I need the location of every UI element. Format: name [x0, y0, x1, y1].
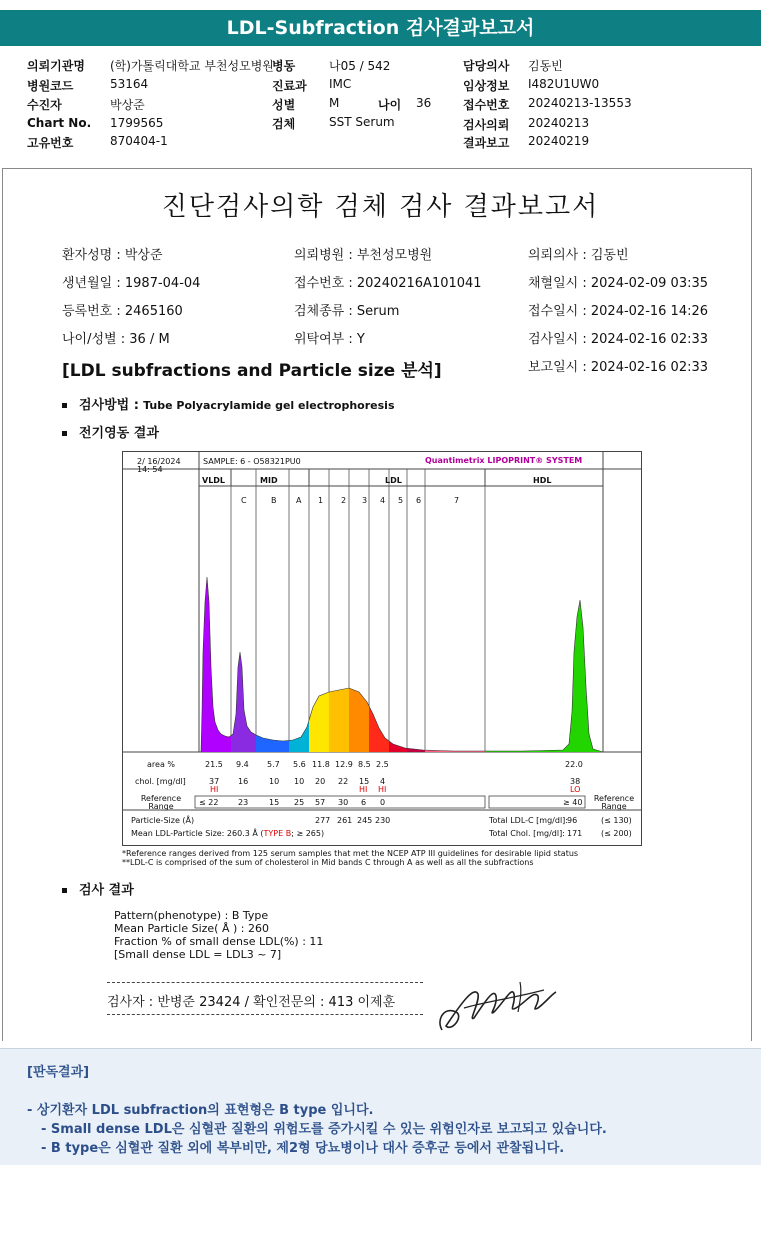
section-title: [LDL subfractions and Particle size 분석] — [62, 361, 442, 381]
electro-label: 전기영동 결과 — [79, 426, 159, 441]
method-value: Tube Polyacrylamide gel electrophoresis — [143, 399, 395, 412]
chart-title: Quantimetrix LIPOPRINT® SYSTEM — [425, 456, 583, 465]
dept-value: IMC — [329, 77, 352, 91]
total-chol-label: Total Chol. [mg/dl]: — [489, 829, 565, 838]
recv-value: 20240213-13553 — [528, 96, 632, 110]
group-ldl: LDL — [385, 476, 402, 485]
electro-line — [62, 422, 159, 441]
footnote-1: *Reference ranges derived from 125 serum samples that met the NCEP ATP III guidelines for desirable lipid status — [122, 849, 579, 858]
interpretation-line-3: - B type은 심혈관 질환 외에 복부비만, 제2형 당뇨병이나 대사 증후군 등에서 관찰됩니다. — [41, 1141, 565, 1156]
bullet-icon — [62, 888, 67, 893]
info-testdate: 검사일시 : 2024-02-16 02:33 — [528, 332, 709, 347]
mean-size-line — [131, 829, 324, 838]
clin-value: I482U1UW0 — [528, 77, 600, 91]
info-reg: 등록번호 : 2465160 — [62, 304, 183, 319]
band-c: C — [241, 496, 247, 505]
age-value: 36 — [416, 96, 432, 110]
ref-2: 30 — [338, 798, 349, 807]
result-label: 검사 결과 — [79, 883, 134, 898]
total-ldl-label: Total LDL-C [mg/dl]: — [489, 816, 568, 825]
info-dob: 생년월일 : 1987-04-04 — [62, 276, 201, 291]
info-reportdate: 보고일시 : 2024-02-16 02:33 — [528, 360, 709, 375]
band-3: 3 — [362, 496, 368, 505]
density-outline — [201, 577, 603, 752]
sex-value: M — [329, 96, 340, 110]
dept-label: 진료과 — [272, 79, 307, 93]
ref-b: 15 — [269, 798, 280, 807]
chol-4: 4 — [380, 777, 386, 786]
result-mean-size: Mean Particle Size( Å ) : 260 — [114, 922, 269, 935]
band-4: 4 — [380, 496, 386, 505]
uid-value: 870404-1 — [110, 134, 168, 148]
info-hosp: 의뢰병원 : 부천성모병원 — [294, 248, 433, 263]
band-6: 6 — [416, 496, 422, 505]
ref-hdl: ≥ 40 — [563, 798, 583, 807]
divider — [107, 982, 423, 983]
ref-3: 6 — [361, 798, 367, 807]
chart-no-label: Chart No. — [27, 116, 92, 130]
psize-3: 245 — [357, 816, 373, 825]
flag-hdl: LO — [570, 785, 581, 794]
total-chol-value: 171 — [567, 829, 583, 838]
chol-1: 20 — [315, 777, 326, 786]
band-2: 2 — [341, 496, 347, 505]
area-vldl: 21.5 — [205, 760, 223, 769]
area-1: 11.8 — [312, 760, 330, 769]
method-line — [62, 394, 395, 413]
info-recv: 접수번호 : 20240216A101041 — [294, 276, 482, 291]
area-c: 9.4 — [236, 760, 249, 769]
band-a: A — [296, 496, 302, 505]
uid-label: 고유번호 — [27, 136, 74, 150]
density-segment-3 — [289, 720, 309, 752]
report-date-value: 20240219 — [528, 134, 590, 148]
info-consign: 위탁여부 : Y — [294, 332, 365, 347]
chol-2: 22 — [338, 777, 349, 786]
hospital-value: (학)가톨릭대학교 부천성모병원 — [110, 59, 274, 73]
psize-1: 277 — [315, 816, 331, 825]
ref-vldl: ≤ 22 — [199, 798, 219, 807]
flag-3: HI — [359, 785, 368, 794]
sex-label: 성별 — [272, 98, 296, 112]
psize-label: Particle-Size (Å) — [131, 816, 195, 825]
result-pattern: Pattern(phenotype) : B Type — [114, 909, 269, 922]
info-spec: 검체종류 : Serum — [294, 304, 400, 319]
info-name: 환자성명 : 박상준 — [62, 248, 163, 263]
flag-vldl: HI — [210, 785, 219, 794]
report-date-label: 결과보고 — [463, 136, 510, 150]
signature-line: 검사자 : 반병준 23424 / 확인전문의 : 413 이제훈 — [107, 995, 396, 1010]
area-hdl: 22.0 — [565, 760, 583, 769]
ref-4: 0 — [380, 798, 386, 807]
band-7: 7 — [454, 496, 460, 505]
doctor-label: 담당의사 — [463, 59, 510, 73]
result-note: [Small dense LDL = LDL3 ~ 7] — [114, 948, 282, 961]
clin-label: 임상정보 — [463, 79, 510, 93]
total-ldl-value: 96 — [567, 816, 578, 825]
specimen-value: SST Serum — [329, 115, 395, 129]
band-b: B — [271, 496, 277, 505]
density-segment-4 — [309, 692, 329, 752]
mean-size-tail: ; ≥ 265) — [291, 829, 325, 838]
interpretation-line-2: - Small dense LDL은 심혈관 질환의 위험도를 증가시킬 수 있는 위험인자로 보고되고 있습니다. — [41, 1122, 607, 1137]
result-fraction: Fraction % of small dense LDL(%) : 11 — [114, 935, 324, 948]
ward-label: 병동 — [272, 59, 296, 73]
footnote-2: **LDL-C is comprised of the sum of cholesterol in Mid bands C through A as well as all the subfractions — [122, 858, 534, 867]
area-3: 8.5 — [358, 760, 371, 769]
flag-4: HI — [378, 785, 387, 794]
info-collect: 채혈일시 : 2024-02-09 03:35 — [528, 276, 709, 291]
bullet-icon — [62, 403, 67, 408]
patient-value: 박상준 — [110, 98, 145, 112]
area-b: 5.7 — [267, 760, 280, 769]
ref-label-right: Reference Range — [593, 794, 635, 811]
chart-no-value: 1799565 — [110, 116, 164, 130]
psize-4: 230 — [375, 816, 391, 825]
ref-c: 23 — [238, 798, 249, 807]
mean-size-type: TYPE B — [263, 829, 292, 838]
chol-hdl: 38 — [570, 777, 581, 786]
code-label: 병원코드 — [27, 79, 74, 93]
patient-label: 수진자 — [27, 98, 62, 112]
info-agesex: 나이/성별 : 36 / M — [62, 332, 170, 347]
band-5: 5 — [398, 496, 404, 505]
density-segment-2 — [256, 735, 289, 752]
specimen-label: 검체 — [272, 117, 296, 131]
recv-label: 접수번호 — [463, 98, 510, 112]
group-vldl: VLDL — [202, 476, 226, 485]
age-label: 나이 — [378, 98, 402, 112]
chart-date: 2/ 16/2024 — [137, 457, 181, 466]
group-hdl: HDL — [533, 476, 552, 485]
lipoprint-chart — [122, 451, 642, 846]
bullet-icon — [62, 431, 67, 436]
chart-time: 14: 54 — [137, 465, 163, 474]
report-title: 진단검사의학 검체 검사 결과보고서 — [161, 192, 600, 222]
row-area-label: area % — [147, 760, 175, 769]
chol-b: 10 — [269, 777, 280, 786]
chol-a: 10 — [294, 777, 305, 786]
hospital-label: 의뢰기관명 — [27, 59, 85, 73]
density-segment-5 — [329, 688, 349, 752]
density-segment-6 — [349, 688, 369, 752]
interpretation-panel — [0, 1048, 761, 1165]
area-4: 2.5 — [376, 760, 389, 769]
chol-vldl: 37 — [209, 777, 220, 786]
mean-size-label: Mean LDL-Particle Size: 260.3 Å ( — [131, 829, 264, 838]
method-label: 검사방법 : — [79, 398, 139, 413]
total-ldl-ref: (≤ 130) — [601, 816, 632, 825]
row-chol-label: chol. [mg/dl] — [135, 777, 186, 786]
signature-icon — [434, 972, 564, 1038]
psize-2: 261 — [337, 816, 353, 825]
area-a: 5.6 — [293, 760, 306, 769]
band-1: 1 — [318, 496, 324, 505]
chol-c: 16 — [238, 777, 249, 786]
row-ref-label: Reference Range — [140, 794, 182, 811]
result-line — [62, 879, 134, 898]
density-segment-7 — [369, 706, 389, 752]
ward-value: 나05 / 542 — [329, 59, 391, 73]
ref-1: 57 — [315, 798, 326, 807]
area-2: 12.9 — [335, 760, 353, 769]
req-label: 검사의뢰 — [463, 118, 510, 132]
group-mid: MID — [260, 476, 278, 485]
ref-a: 25 — [294, 798, 305, 807]
interpretation-line-1: - 상기환자 LDL subfraction의 표현형은 B type 입니다. — [27, 1103, 374, 1118]
interpretation-title: [판독결과] — [27, 1065, 90, 1080]
density-segment-0 — [199, 577, 231, 752]
chol-3: 15 — [359, 777, 370, 786]
chart-sample: SAMPLE: 6 - O58321PU0 — [203, 457, 301, 466]
doctor-value: 김동빈 — [528, 59, 563, 73]
info-doc: 의뢰의사 : 김동빈 — [528, 248, 629, 263]
req-value: 20240213 — [528, 116, 590, 130]
divider — [107, 1014, 423, 1015]
info-recvdate: 접수일시 : 2024-02-16 14:26 — [528, 304, 709, 319]
report-header-title: LDL-Subfraction 검사결과보고서 — [0, 10, 761, 46]
code-value: 53164 — [110, 77, 149, 91]
total-chol-ref: (≤ 200) — [601, 829, 632, 838]
